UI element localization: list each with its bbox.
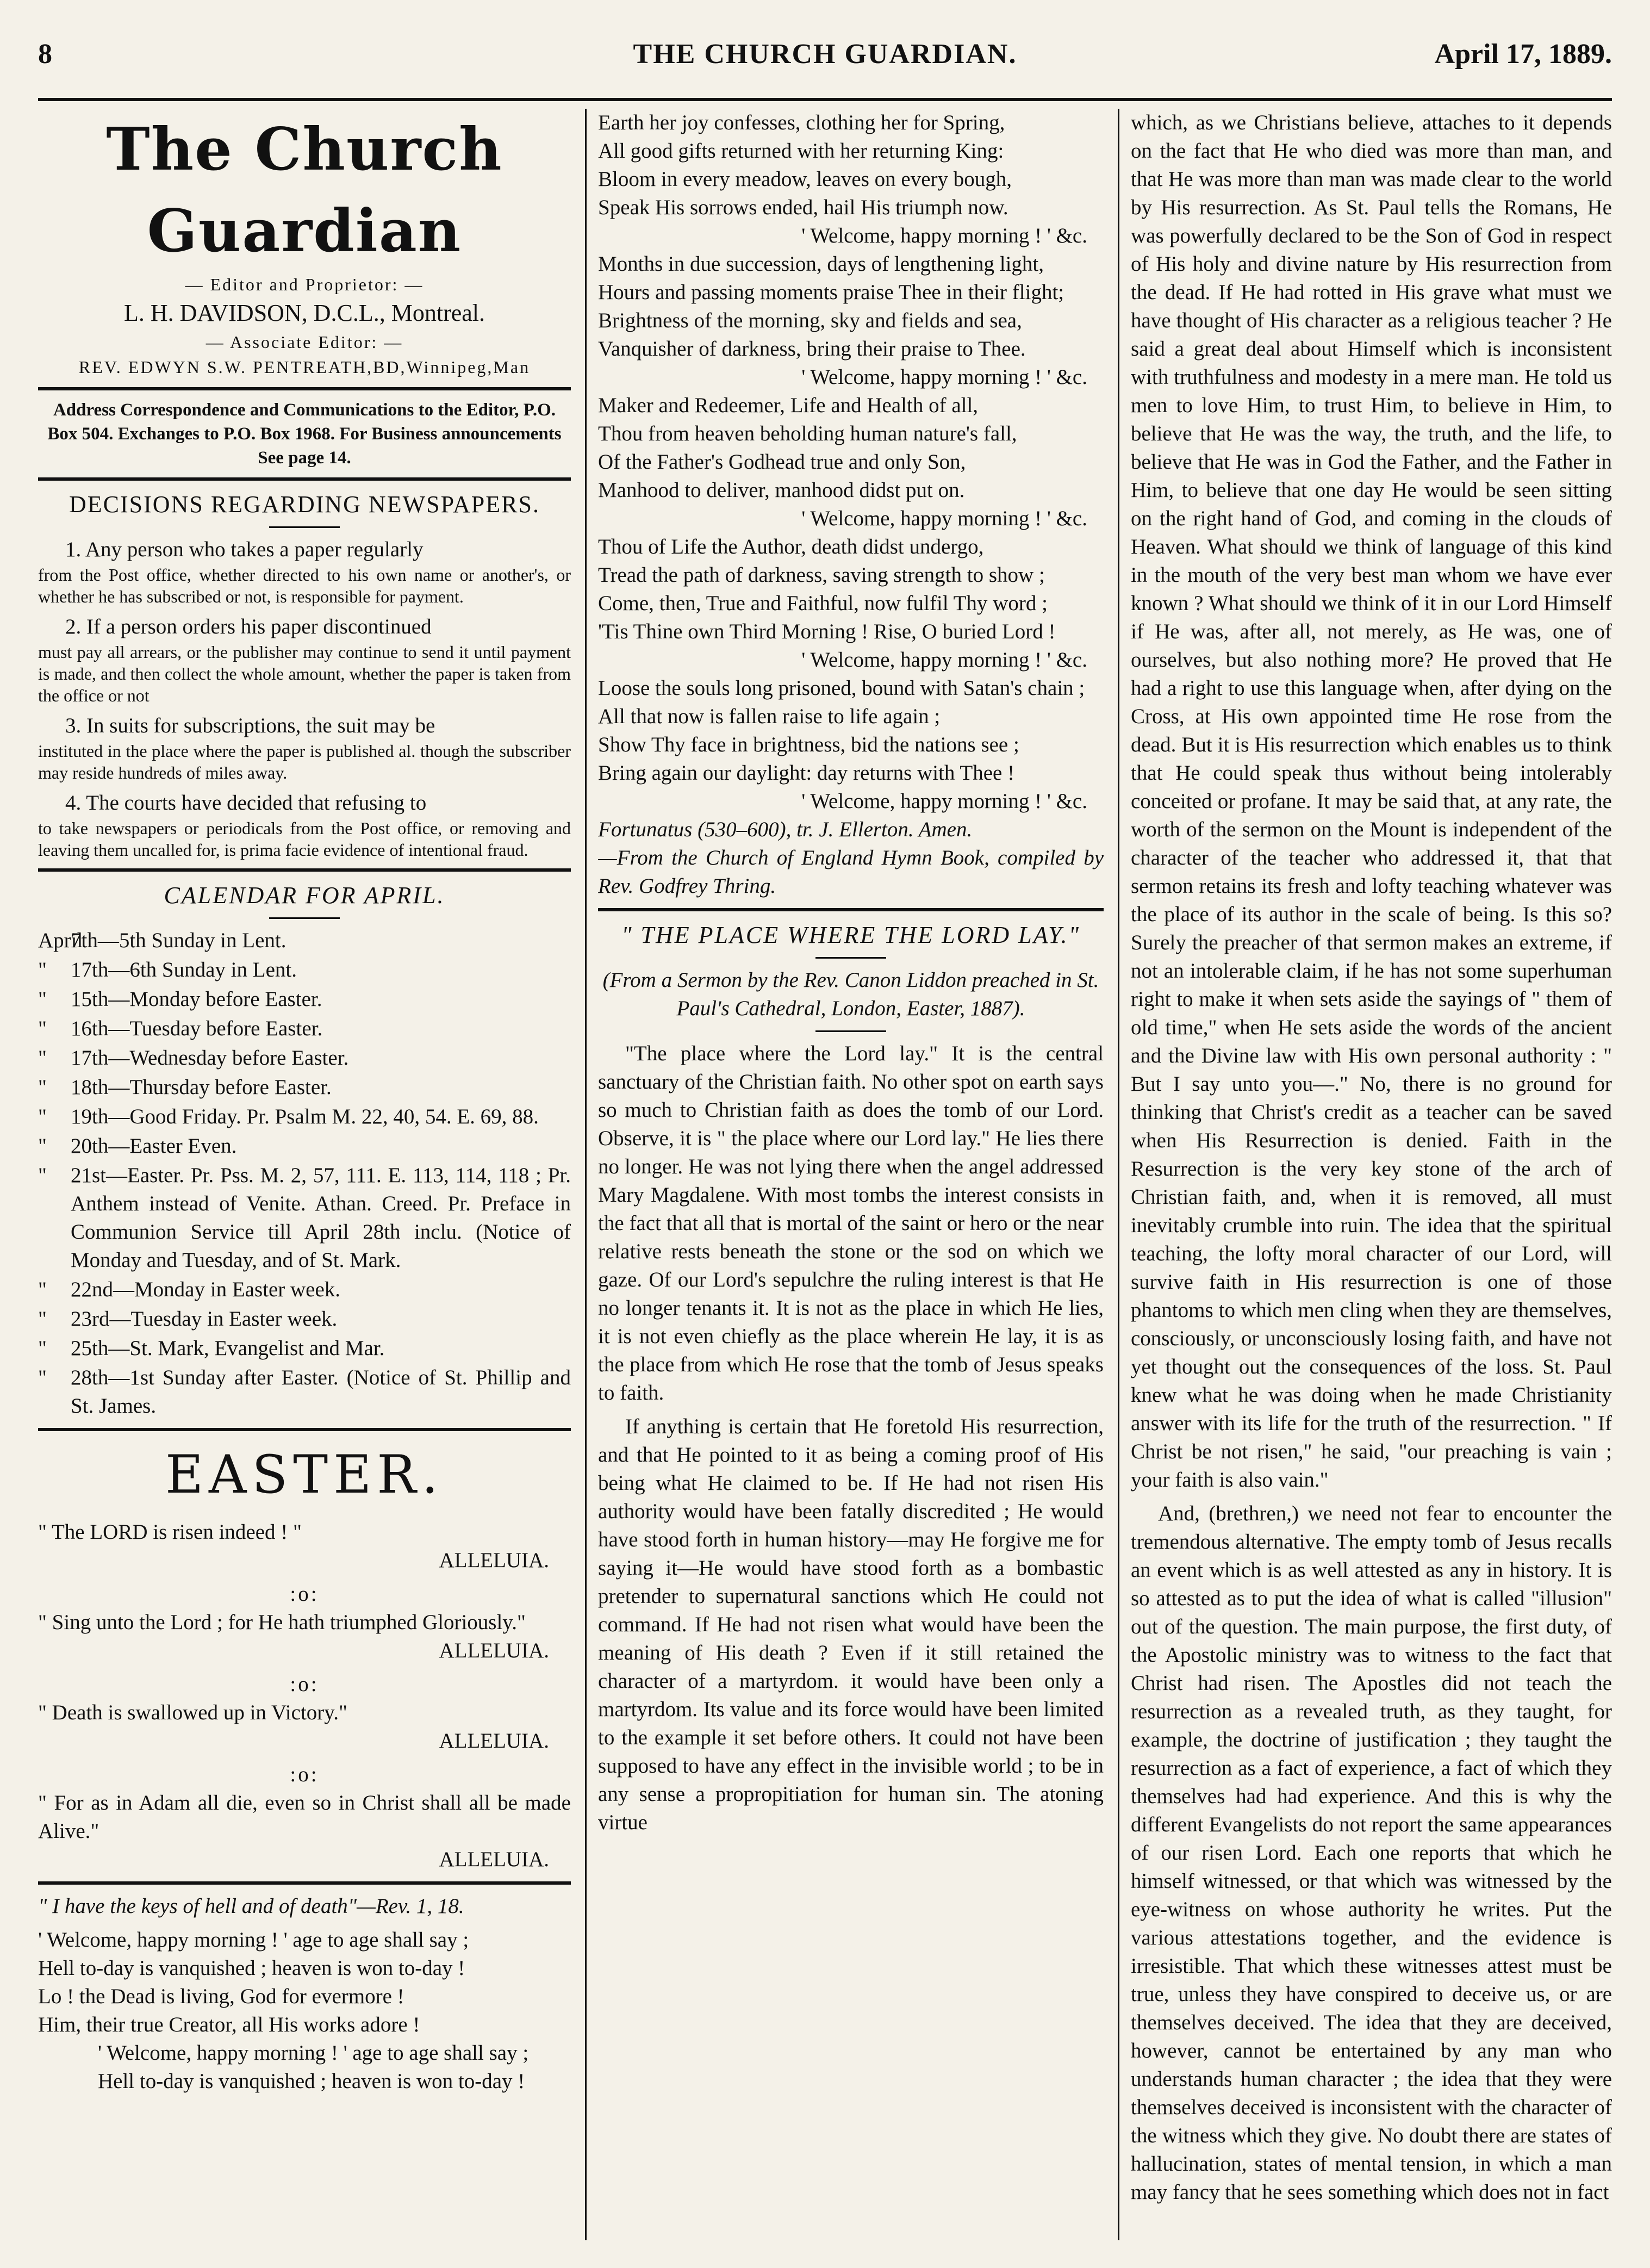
- divider: [815, 1030, 886, 1032]
- hymn-line: Speak His sorrows ended, hail His triumph now.: [598, 196, 1008, 219]
- calendar-entry: April 7th—5th Sunday in Lent.: [38, 929, 287, 952]
- sermon-paragraph: which, as we Christians believe, attaches to it depends on the fact that He who died was more than man, and that He was more than man was made clear to the world by His resurrection. As St. Paul tells the Romans, He was powerfully declared to be the Son of God in respect of His holy and divine nature by His resurrection from the dead. If He had rotted in His grave what must we have thought of His character as a religious teacher ? He said a great deal about Himself which is inconsistent with truthfulness and modesty in a mere man. He told us men to love Him, to trust Him, to believe in Him, to believe that He was the way, the truth, and the life, to believe that He was in God the Father, and the Father in Him, to believe that one day He would be seen sitting on the right hand of God, and coming in the clouds of Heaven. What should we think of language of this kind in the mouth of the very best man whom we have ever known ? What should we think of it in our Lord Himself if He was, after all, not merely, as He was, one of ourselves, but also nothing more? He proved that He had a right to use this language when, after dying on the Cross, at His own appointed time He rose from the dead. But it is His resurrection which enables us to think that He could speak thus without being intolerably conceited or profane. It may be said that, at any rate, the worth of the sermon on the Mount is independent of the character of the teacher who addressed it, that that sermon retains its fresh and lofty teaching whatever was the place of its author in the scale of being. Is this so? Surely the preacher of that sermon makes an extreme, if not an intolerable claim, if he has not some superhuman right to make it when sets aside the sayings of " them of old time," when He sets aside the words of the ancient and the Divine law with His own personal authority : " But I say unto you—." No, there is no ground for thinking that Christ's credit as a teacher can be saved when His Resurrection is denied. Faith in the Resurrection is the very key stone of the arch of Christian faith, and, when it is removed, all must inevitably crumble into ruin. The idea that the spiritual teaching, the lofty moral character of our Lord, will survive faith in His resurrection is one of those phantoms to which men cling when they are themselves, consciously, or unconsciously losing faith, and have not yet thought out the consequences of the loss. St. Paul knew what he was doing when he made Christianity answer with its life for the truth of the resurrection. " If Christ be not risen," he said, "our preaching is vain ; your faith is also vain.": [1131, 111, 1612, 1492]
- hymn-line: Bloom in every meadow, leaves on every bough,: [598, 167, 1012, 191]
- hymn-line: Tread the path of darkness, saving strength to show ;: [598, 563, 1045, 587]
- easter-heading: EASTER.: [165, 1444, 444, 1505]
- hymn-line: Thou of Life the Author, death didst undergo,: [598, 535, 984, 558]
- divider: [269, 526, 340, 528]
- decision-item: [38, 613, 571, 706]
- calendar-entry: " 28th—1st Sunday after Easter. (Notice of St. Phillip and St. James.: [38, 1366, 571, 1418]
- calendar-entry: " 20th—Easter Even.: [38, 1134, 237, 1158]
- calendar-entry: " 18th—Thursday before Easter.: [38, 1076, 332, 1099]
- divider: [38, 477, 571, 481]
- decision-text: from the Post office, whether directed to his own name or another's, or whether he has subscribed or not, is responsible for payment.: [38, 565, 571, 606]
- decisions-heading: DECISIONS REGARDING NEWSPAPERS.: [69, 491, 540, 518]
- hymn-line: Hours and passing moments praise Thee in their flight;: [598, 281, 1064, 304]
- decision-item: [38, 789, 571, 861]
- editor-name: L. H. DAVIDSON, D.C.L., Montreal.: [123, 300, 485, 326]
- decision-text: must pay all arrears, or the publisher may continue to send it until payment is made, and then collect the whole amount, whether the paper is taken from the office or not: [38, 642, 571, 705]
- calendar-entry: " 21st—Easter. Pr. Pss. M. 2, 57, 111. E. 113, 114, 118 ; Pr. Anthem instead of Venite. Athan. Creed. Pr. Preface in Communion Service till April 28th inclu. (Notice of Monday and Tuesday, and of St. Mark.: [38, 1164, 571, 1272]
- correspondence-notice: Address Correspondence and Communications to the Editor, P.O. Box 504. Exchanges to P.O. Box 1968. For Business announcements See page 14.: [47, 400, 562, 468]
- sermon-paragraph: If anything is certain that He foretold His resurrection, and that He pointed to it as being a coming proof of His being what He claimed to be. If He had not risen His authority would have been fatally discredited ; He would have stood forth in human history—may He forgive me for saying it—He would have stood forth as a bombastic pretender to supernatural sanctions which He could not command. If He had not risen what would have been the meaning of His death ? Even if it still retained the character of a martyrdom. it would have been only a martyrdom. Its value and its force would have been limited to the example it set before others. It could not have been supposed to have any effect in the invisible world ; to be in any sense a propropitiation for human sin. The atoning virtue: [598, 1415, 1104, 1834]
- divider: [598, 908, 1104, 911]
- sermon-heading: " THE PLACE WHERE THE LORD LAY.": [621, 922, 1080, 948]
- hymn-line: Months in due succession, days of lengthening light,: [598, 252, 1044, 276]
- page-number: 8: [38, 39, 52, 70]
- hymn-stanza: [598, 533, 1104, 674]
- hymn-line: All that now is fallen raise to life again ;: [598, 705, 941, 728]
- calendar-entry: " 15th—Monday before Easter.: [38, 987, 322, 1011]
- hymn-line: Hell to-day is vanquished ; heaven is won to-day !: [38, 1956, 465, 1980]
- divider: [38, 1428, 571, 1431]
- alleluia-response: ALLELUIA.: [439, 1549, 549, 1572]
- decision-text: to take newspapers or periodicals from the Post office, or removing and leaving them uncalled for, is prima facie evidence of intentional fraud.: [38, 818, 571, 860]
- calendar-entry: " 22nd—Monday in Easter week.: [38, 1278, 341, 1301]
- issue-date: April 17, 1889.: [1434, 39, 1612, 70]
- calendar-entry: " 19th—Good Friday. Pr. Psalm M. 22, 40, 54. E. 69, 88.: [38, 1105, 539, 1128]
- decision-lead: 1. Any person who takes a paper regularly: [65, 538, 424, 561]
- alleluia-response: ALLELUIA.: [439, 1729, 549, 1753]
- section-separator: :o:: [290, 1763, 319, 1786]
- hymn-stanza: [598, 392, 1104, 533]
- hymn-refrain: ' Welcome, happy morning ! ' &c.: [801, 507, 1087, 530]
- column-3: [1131, 109, 1612, 2240]
- calendar-entry: " 25th—St. Mark, Evangelist and Mar.: [38, 1337, 385, 1360]
- hymn-stanza: [598, 250, 1104, 392]
- column-1: [38, 109, 571, 2240]
- hymn-stanza: [598, 674, 1104, 816]
- hymn-refrain: ' Welcome, happy morning ! ' &c.: [801, 365, 1087, 389]
- hymn-line: ' Welcome, happy morning ! ' age to age shall say ;: [98, 2041, 529, 2065]
- alleluia-response: ALLELUIA.: [439, 1639, 549, 1662]
- hymn-refrain: ' Welcome, happy morning ! ' &c.: [801, 790, 1087, 813]
- hymn-line: Him, their true Creator, all His works adore !: [38, 2013, 420, 2036]
- sermon-paragraph: And, (brethren,) we need not fear to encounter the tremendous alternative. The empty tomb of Jesus recalls an event which is as well attested as any in history. It is so attested as to put the idea of what is called "illusion" out of the question. The main purpose, the first duty, of the Apostolic ministry was to witness to the fact that Christ had risen. The Apostles did not teach the resurrection as a revealed truth, as they taught, for example, the doctrine of justification ; they taught the resurrection as a fact of experience, a fact of which they themselves had had experience. And this is why the different Evangelists do not report the same appearances of our risen Lord. Each one reports that which he himself witnessed, or that which was witnessed by the eye-witness on whose authority he writes. Put the various attestations together, and the evidence is irresistible. That which these witnesses attest must be true, unless they have conspired to deceive us, or are themselves deceived. The idea that they are deceived, however, cannot be entertained by any man who understands human character ; the idea that they were themselves deceived is inconsistent with the character of the witness which they give. No doubt there are states of hallucination, states of mental tension, in which a man may fancy that he sees something which does not in fact: [1131, 1502, 1612, 2204]
- calendar-entry: " 16th—Tuesday before Easter.: [38, 1017, 323, 1040]
- sermon-paragraph: "The place where the Lord lay." It is the central sanctuary of the Christian faith. No other spot on earth says so much to Christian faith as does the tomb of our Lord. Observe, it is " the place where our Lord lay." He lies there no longer. He was not lying there when the angel addressed Mary Magdalene. With most tombs the interest consists in the fact that all that is mortal of the saint or hero or the near relative rests beneath the stone or the sod on which we gaze. Of our Lord's sepulchre the ruling interest is that He no longer tenants it. It is not as the place in which He lies, it is not even chiefly as the place wherein He lay, it is as the place from which He rose that the tomb of Jesus speaks to faith.: [598, 1042, 1104, 1405]
- hymn-attribution: Fortunatus (530–600), tr. J. Ellerton. Amen.: [598, 818, 973, 841]
- decision-item: [38, 712, 571, 784]
- hymn-line: Thou from heaven beholding human nature's fall,: [598, 422, 1017, 445]
- decision-text: instituted in the place where the paper is published al. though the subscriber may reside hundreds of miles away.: [38, 741, 571, 782]
- hymn-line: Lo ! the Dead is living, God for evermore !: [38, 1985, 404, 2008]
- alleluia-response: ALLELUIA.: [439, 1848, 549, 1871]
- masthead-title: The Church Guardian: [106, 115, 503, 265]
- calendar-heading: CALENDAR FOR APRIL.: [164, 882, 445, 909]
- hymn-line: Come, then, True and Faithful, now fulfil Thy word ;: [598, 592, 1048, 615]
- column-2: [598, 109, 1104, 2240]
- divider: [38, 868, 571, 872]
- hymn-line: Bring again our daylight: day returns with Thee !: [598, 761, 1015, 785]
- column-rule: [1118, 109, 1119, 2240]
- section-separator: :o:: [290, 1673, 319, 1696]
- divider: [38, 387, 571, 390]
- divider: [815, 957, 886, 959]
- hymn-line: ' Welcome, happy morning ! ' age to age shall say ;: [38, 1928, 469, 1952]
- hymn-source: —From the Church of England Hymn Book, compiled by Rev. Godfrey Thring.: [598, 846, 1104, 898]
- acclamation-text: " Death is swallowed up in Victory.": [38, 1701, 347, 1724]
- decision-lead: 2. If a person orders his paper discontinued: [65, 615, 432, 638]
- calendar-entry: " 17th—Wednesday before Easter.: [38, 1046, 349, 1070]
- hymn-line: Hell to-day is vanquished ; heaven is won to-day !: [98, 2070, 525, 2093]
- hymn-line: Maker and Redeemer, Life and Health of all,: [598, 394, 979, 417]
- hymn-line: 'Tis Thine own Third Morning ! Rise, O buried Lord !: [598, 620, 1056, 643]
- hymn-line: Show Thy face in brightness, bid the nations see ;: [598, 733, 1019, 756]
- hymn-line: Of the Father's Godhead true and only Son,: [598, 450, 966, 474]
- hymn-epigraph: " I have the keys of hell and of death"—Rev. 1, 18.: [38, 1894, 464, 1918]
- hymn-line: Vanquisher of darkness, bring their praise to Thee.: [598, 337, 1026, 361]
- sermon-subheading: (From a Sermon by the Rev. Canon Liddon preached in St. Paul's Cathedral, London, Easter, 1887).: [602, 968, 1099, 1020]
- hymn-stanza: [598, 109, 1104, 250]
- decision-item: [38, 536, 571, 607]
- hymn-line: Manhood to deliver, manhood didst put on.: [598, 479, 965, 502]
- associate-editor-label: — Associate Editor: —: [206, 332, 403, 352]
- decision-lead: 4. The courts have decided that refusing to: [65, 791, 427, 815]
- hymn-line: Loose the souls long prisoned, bound with Satan's chain ;: [598, 676, 1085, 700]
- hymn-refrain: ' Welcome, happy morning ! ' &c.: [801, 648, 1087, 672]
- hymn-line: Brightness of the morning, sky and fields and sea,: [598, 309, 1022, 332]
- editor-label: — Editor and Proprietor: —: [185, 275, 424, 294]
- calendar-entry: " 17th—6th Sunday in Lent.: [38, 958, 297, 981]
- decision-lead: 3. In suits for subscriptions, the suit may be: [65, 714, 435, 737]
- hymn-verse: [38, 1926, 571, 2096]
- acclamation-text: " For as in Adam all die, even so in Christ shall all be made Alive.": [38, 1791, 571, 1843]
- hymn-line: All good gifts returned with her returning King:: [598, 139, 1004, 163]
- associate-editor-name: REV. EDWYN S.W. PENTREATH,BD,Winnipeg,Man: [78, 357, 531, 377]
- acclamation-text: " Sing unto the Lord ; for He hath triumphed Gloriously.": [38, 1611, 526, 1634]
- calendar-entry: " 23rd—Tuesday in Easter week.: [38, 1307, 338, 1331]
- running-header: [38, 16, 1612, 101]
- column-rule: [585, 109, 587, 2240]
- divider: [38, 1881, 571, 1885]
- calendar-list: [38, 927, 571, 1420]
- newspaper-title: THE CHURCH GUARDIAN.: [633, 39, 1017, 70]
- hymn-refrain: ' Welcome, happy morning ! ' &c.: [801, 224, 1087, 247]
- divider: [269, 917, 340, 919]
- hymn-line: Earth her joy confesses, clothing her for Spring,: [598, 111, 1005, 134]
- acclamation-text: " The LORD is risen indeed ! ": [38, 1520, 302, 1544]
- section-separator: :o:: [290, 1582, 319, 1606]
